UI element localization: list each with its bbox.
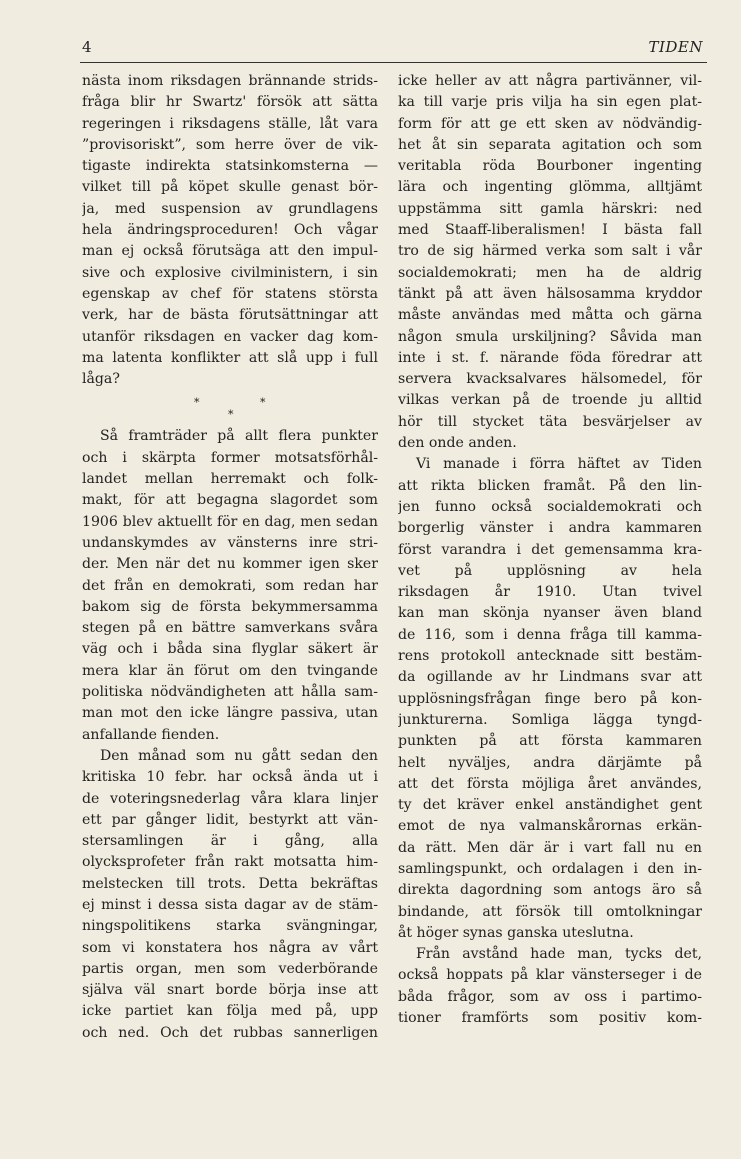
text-line: makt, för att begagna slagordet som bbox=[82, 492, 378, 509]
text-line: kan man skönja nyanser även bland bbox=[398, 605, 702, 622]
text-line: Vi manade i förra häftet av Tiden bbox=[416, 456, 702, 473]
text-line: tro de sig härmed verka som salt i vår bbox=[398, 243, 702, 260]
text-line: först varandra i det gemensamma kra- bbox=[398, 541, 702, 558]
text-line: borgerlig vänster i andra kammaren bbox=[398, 520, 702, 537]
text-line: olycksprofeter från rakt motsatta him- bbox=[82, 854, 378, 871]
text-line: tioner framförts som positiv kom- bbox=[398, 1010, 702, 1027]
text-line: Från avstånd hade man, tycks det, bbox=[416, 946, 702, 963]
asterisk: * bbox=[228, 408, 234, 422]
asterisk: * bbox=[260, 396, 266, 410]
text-line: junkturerna. Somliga lägga tyngd- bbox=[398, 711, 702, 728]
text-line: den onde anden. bbox=[398, 435, 517, 452]
text-line: mera klar än förut om den tvingande bbox=[82, 662, 378, 679]
text-line: också hoppats på klar vänsterseger i de bbox=[398, 967, 702, 984]
left-column bbox=[82, 71, 378, 1044]
text-line: vilket till på köpet skulle genast bör- bbox=[82, 179, 378, 196]
text-line: verk, har de bästa förutsättningar att bbox=[82, 307, 378, 324]
text-line: hör till stycket täta besvärjelser av bbox=[398, 413, 702, 430]
text-line: lära och ingenting glömma, alltjämt bbox=[398, 179, 702, 196]
text-line: regeringen i riksdagens ställe, låt vara bbox=[82, 115, 378, 132]
text-line: själva väl snart borde börja inse att bbox=[82, 982, 378, 999]
text-line: landet mellan herremakt och folk- bbox=[82, 471, 378, 488]
running-title: TIDEN bbox=[648, 38, 703, 56]
text-line: man mot den icke längre passiva, utan bbox=[82, 705, 378, 722]
text-line: stersamlingen är i gång, alla bbox=[82, 833, 378, 850]
text-line: egenskap av chef för statens största bbox=[82, 285, 378, 302]
text-line: jen funno också socialdemokrati och bbox=[398, 498, 702, 515]
text-line: riksdagen år 1910. Utan tvivel bbox=[398, 584, 702, 601]
text-line: som vi konstatera hos några av vårt bbox=[82, 939, 378, 956]
text-line: upplösningsfrågan finge bero på kon- bbox=[398, 690, 702, 707]
text-line: vet på upplösning av hela bbox=[398, 562, 702, 579]
text-line: hela ändringsproceduren! Och vågar bbox=[82, 222, 378, 239]
text-line: ningspolitikens starka svängningar, bbox=[82, 918, 378, 935]
text-line: ett par gånger lidit, bestyrkt att vän- bbox=[82, 811, 378, 828]
header-rule bbox=[80, 62, 707, 63]
text-line: Den månad som nu gått sedan den bbox=[100, 747, 378, 764]
text-line: icke heller av att några partivänner, vil- bbox=[398, 73, 702, 89]
text-line: med Staaff-liberalismen! I bästa fall bbox=[398, 222, 702, 239]
text-line: undanskymdes av vänsterns inre stri- bbox=[82, 534, 378, 551]
text-line: de 116, som i denna fråga till kamma- bbox=[398, 626, 702, 643]
text-line: tänkt på att även hälsosamma kryddor bbox=[398, 285, 702, 302]
text-line: veritabla röda Bourboner ingenting bbox=[398, 158, 702, 175]
text-line: ej minst i dessa sista dagar av de stäm- bbox=[82, 896, 378, 913]
text-line: bakom sig de första bekymmersamma bbox=[82, 598, 378, 615]
text-line: fråga blir hr Swartz' försök att sätta bbox=[82, 94, 378, 111]
text-line: ka till varje pris vilja ha sin egen plat- bbox=[398, 94, 702, 111]
text-line: man ej också förutsäga att den impul- bbox=[82, 243, 378, 260]
text-line: helt nyväljes, andra därjämte på bbox=[398, 754, 702, 771]
text-line: emot de nya valmanskårornas erkän- bbox=[398, 818, 702, 835]
text-line: der. Men när det nu kommer igen sker bbox=[82, 556, 378, 573]
text-line: bindande, att försök till omtolkningar bbox=[398, 903, 702, 920]
text-line: servera kvacksalvares hälsomedel, för bbox=[398, 371, 702, 388]
text-line: form för att ge ett sken av nödvändig- bbox=[398, 115, 702, 132]
text-line: utanför riksdagen en vacker dag kom- bbox=[82, 328, 378, 345]
text-line: ma latenta konflikter att slå upp i full bbox=[82, 349, 378, 366]
right-column bbox=[398, 71, 702, 1029]
text-line: Så framträder på allt flera punkter bbox=[100, 428, 378, 445]
text-line: ja, med suspension av grundlagens bbox=[82, 200, 378, 217]
text-line: sive och explosive civilministern, i sin bbox=[82, 264, 378, 281]
text-line: de voteringsnederlag våra klara linjer bbox=[82, 790, 378, 807]
text-line: ”provisoriskt”, som herre över de vik- bbox=[82, 136, 378, 153]
text-line: inte i st. f. närande föda föredrar att bbox=[398, 349, 702, 366]
text-line: att det första möjliga året användes, bbox=[398, 775, 702, 792]
text-line: det från en demokrati, som redan har bbox=[82, 577, 378, 594]
text-line: vilkas verkan på de troende ju alltid bbox=[398, 392, 702, 409]
asterisk: * bbox=[194, 396, 200, 410]
text-line: samlingspunkt, och ordalagen i den in- bbox=[398, 860, 702, 877]
text-line: stegen på en bättre samverkans svåra bbox=[82, 620, 378, 637]
text-line: låga? bbox=[82, 371, 120, 388]
text-line: ty det kräver enkel anständighet gent bbox=[398, 797, 702, 814]
text-line: och i skärpta former motsatsförhål- bbox=[82, 449, 378, 466]
text-line: kritiska 10 febr. har också ända ut i bbox=[82, 769, 378, 786]
text-line: punkten på att första kammaren bbox=[398, 733, 702, 750]
text-line: uppstämma sitt gamla härskri: ned bbox=[398, 200, 702, 217]
text-line: partis organ, men som vederbörande bbox=[82, 960, 378, 977]
text-line: båda frågor, som av oss i partimo- bbox=[398, 988, 702, 1005]
text-line: da ogillande av hr Lindmans svar att bbox=[398, 669, 702, 686]
text-line: melstecken till trots. Detta bekräftas bbox=[82, 875, 378, 892]
section-separator bbox=[82, 390, 378, 426]
text-line: väg och i båda sina flyglar säkert är bbox=[82, 641, 378, 658]
text-line: att rikta blicken framåt. På den lin- bbox=[398, 477, 702, 494]
text-line: anfallande fienden. bbox=[82, 726, 220, 743]
text-line: het åt sin separata agitation och som bbox=[398, 136, 702, 153]
text-line: åt höger synas ganska uteslutna. bbox=[398, 924, 634, 941]
text-line: da rätt. Men där är i vart fall nu en bbox=[398, 839, 702, 856]
text-line: 1906 blev aktuellt för en dag, men sedan bbox=[82, 513, 378, 530]
page-number: 4 bbox=[82, 38, 92, 56]
text-line: socialdemokrati; men ha de aldrig bbox=[398, 264, 702, 281]
text-line: nästa inom riksdagen brännande strids- bbox=[82, 73, 378, 89]
text-line: tigaste indirekta statsinkomsterna — bbox=[82, 158, 378, 175]
text-line: politiska nödvändigheten att hålla sam- bbox=[82, 684, 378, 701]
text-line: måste användas med måtta och gärna bbox=[398, 307, 702, 324]
text-line: någon smula urskiljning? Såvida man bbox=[398, 328, 702, 345]
text-line: direkta dagordning som antogs äro så bbox=[398, 882, 702, 899]
text-line: och ned. Och det rubbas sannerligen bbox=[82, 1024, 378, 1041]
text-line: rens protokoll antecknade sitt bestäm- bbox=[398, 648, 702, 665]
text-line: icke partiet kan följa med på, upp bbox=[82, 1003, 378, 1020]
